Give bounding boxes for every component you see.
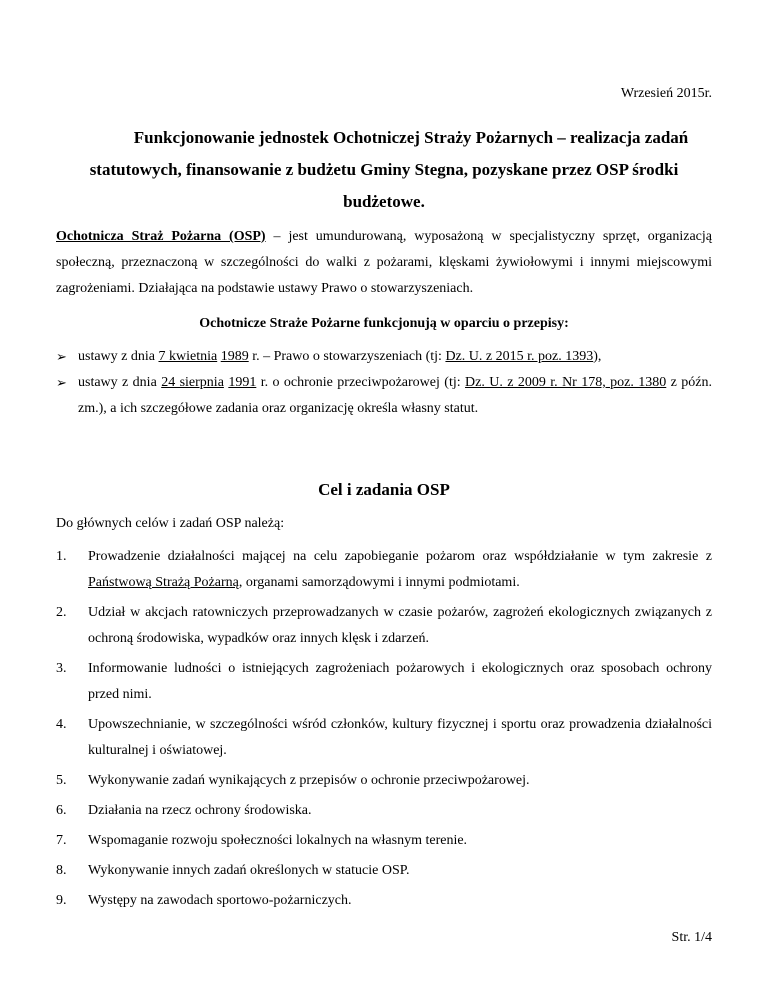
state-fire-service-link[interactable]: Państwową Strażą Pożarną — [88, 575, 239, 590]
regulation-item: ➢ ustawy z dnia 7 kwietnia 1989 r. – Prawo o stowarzyszeniach (tj: Dz. U. z 2015 r. poz. 1393), — [56, 344, 712, 370]
goals-intro: Do głównych celów i zadań OSP należą: — [56, 516, 285, 531]
title-line-1: Funkcjonowanie jednostek Ochotniczej Straży Pożarnych – realizacja zadań — [133, 128, 689, 147]
intro-term-link[interactable]: Ochotnicza Straż Pożarna (OSP) — [56, 229, 266, 244]
goal-item: 4. Upowszechnianie, w szczególności wśród członków, kultury fizycznej i sportu oraz prowadzenia działalności kulturalnej i oświatowej. — [56, 717, 712, 758]
page-number: Str. 1/4 — [671, 930, 712, 945]
document-title — [40, 122, 728, 218]
date-link[interactable]: 24 sierpnia — [161, 375, 224, 390]
goal-item: 1. Prowadzenie działalności mającej na celu zapobieganie pożarom oraz współdziałanie w tym zakresie z Państwową Strażą Pożarną, organami samorządowymi i innymi podmiotami. — [56, 549, 712, 590]
goal-item: 5. Wykonywanie zadań wynikających z przepisów o ochronie przeciwpożarowej. — [56, 773, 530, 788]
title-line-2: statutowych, finansowanie z budżetu Gminy Stegna, pozyskane przez OSP środki — [89, 160, 679, 179]
journal-reference-link[interactable]: Dz. U. z 2015 r. poz. 1393 — [445, 349, 594, 364]
date-link[interactable]: 7 kwietnia — [158, 349, 218, 364]
goal-item: 8. Wykonywanie innych zadań określonych w statucie OSP. — [56, 863, 410, 878]
goals-list — [56, 544, 712, 918]
arrow-bullet-icon: ➢ — [56, 375, 67, 390]
journal-reference-link[interactable]: Dz. U. z 2009 r. Nr 178, poz. 1380 — [465, 375, 667, 390]
regulations-list — [56, 344, 712, 422]
goal-item: 2. Udział w akcjach ratowniczych przeprowadzanych w czasie pożarów, zagrożeń ekologicznych związanych z ochroną środowiska, wypadków oraz innych klęsk i zdarzeń. — [56, 605, 712, 646]
regulation-item: ➢ ustawy z dnia 24 sierpnia 1991 r. o ochronie przeciwpożarowej (tj: Dz. U. z 2009 r. Nr 178, poz. 1380 z późn. zm.), a ich szczegółowe zadania oraz organizację określa własny statut. — [56, 370, 712, 422]
goal-item: 6. Działania na rzecz ochrony środowiska. — [56, 803, 312, 818]
title-line-3: budżetowe. — [343, 192, 425, 211]
document-date: Wrzesień 2015r. — [620, 86, 712, 101]
intro-paragraph — [56, 224, 712, 302]
goals-heading: Cel i zadania OSP — [318, 480, 450, 499]
goal-item: 9. Występy na zawodach sportowo-pożarniczych. — [56, 893, 352, 908]
goal-item: 7. Wspomaganie rozwoju społeczności lokalnych na własnym terenie. — [56, 833, 468, 848]
year-link[interactable]: 1991 — [228, 375, 257, 390]
arrow-bullet-icon: ➢ — [56, 349, 67, 364]
regulations-heading: Ochotnicze Straże Pożarne funkcjonują w oparciu o przepisy: — [199, 316, 569, 331]
year-link[interactable]: 1989 — [220, 349, 249, 364]
goal-item: 3. Informowanie ludności o istniejących zagrożeniach pożarowych i ekologicznych oraz sposobach ochrony przed nimi. — [56, 661, 712, 702]
intro-text: – jest umundurowaną, wyposażoną w specjalistyczny sprzęt, organizacją społeczną, przeznaczoną w szczególności do walki z pożarami, klęskami żywiołowymi i innymi miejscowymi zagrożeniami. Działająca na podstawie ustawy Prawo o stowarzyszeniach. — [56, 229, 712, 296]
